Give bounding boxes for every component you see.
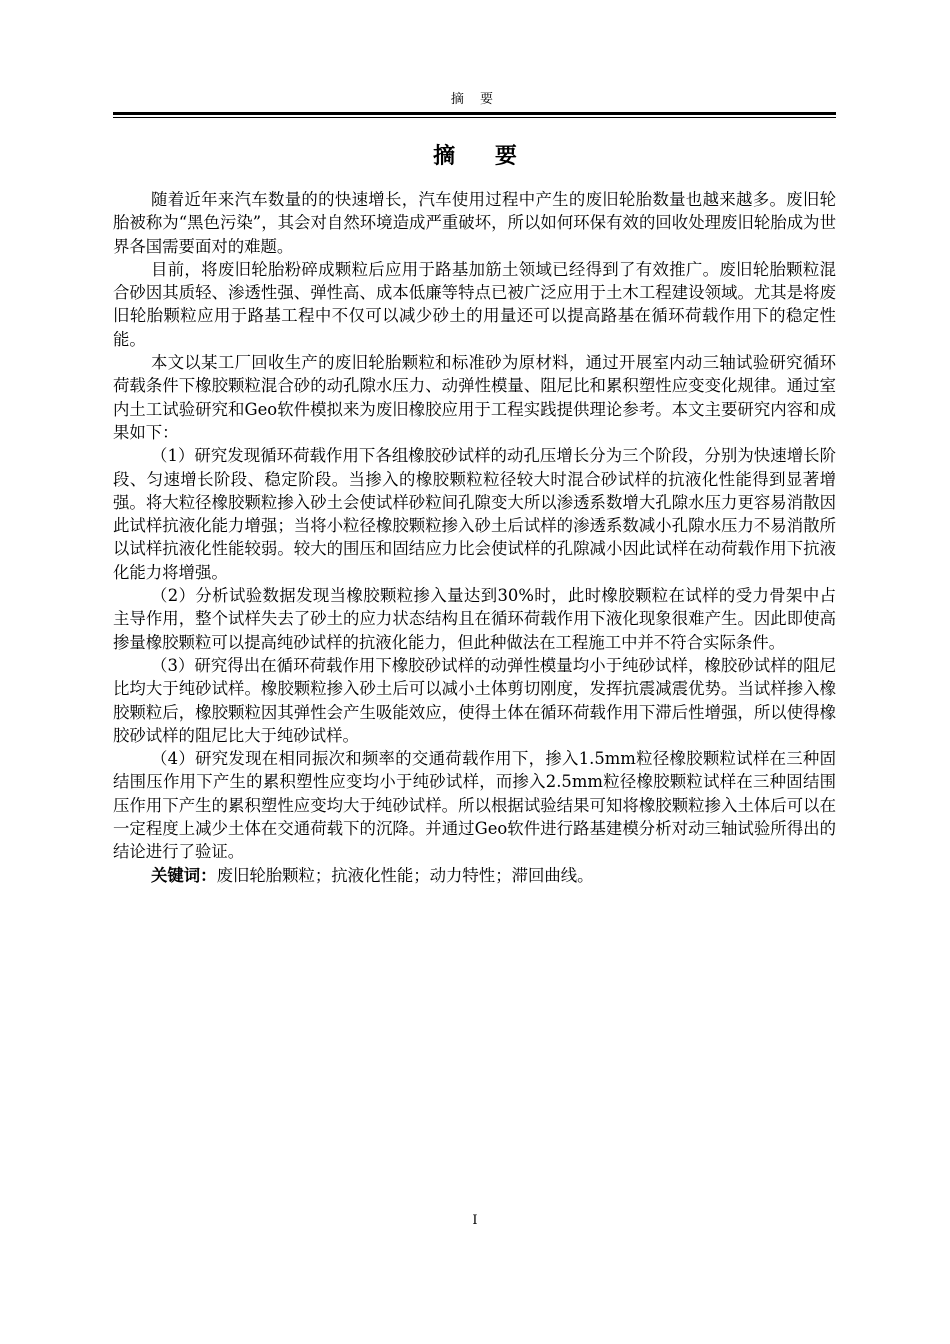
keywords-text: 废旧轮胎颗粒；抗液化性能；动力特性；滞回曲线。 [216, 865, 594, 885]
paragraph: （4）研究发现在相同振次和频率的交通荷载作用下，掺入1.5mm粒径橡胶颗粒试样在三种固结围压作用下产生的累积塑性应变均小于纯砂试样，而掺入2.5mm粒径橡胶颗粒试样在三种固结围压作用下产生的累积塑性应变均大于纯砂试样。所以根据试验结果可知将橡胶颗粒掺入土体后可以在一定程度上减少土体在交通荷载下的沉降。并通过Geo软件进行路基建模分析对动三轴试验所得出的结论进行了验证。 [113, 749, 836, 862]
page-title: 摘 要 [433, 144, 533, 169]
keywords-label: 关键词： [151, 865, 217, 885]
abstract-body [113, 188, 836, 887]
header-rule [113, 112, 836, 115]
page-number: I [472, 1213, 478, 1228]
paragraph: （3）研究得出在循环荷载作用下橡胶砂试样的动弹性模量均小于纯砂试样，橡胶砂试样的阻尼比均大于纯砂试样。橡胶颗粒掺入砂土后可以减小土体剪切刚度，发挥抗震减震优势。当试样掺入橡胶颗粒后，橡胶颗粒因其弹性会产生吸能效应，使得土体在循环荷载作用下滞后性增强，所以使得橡胶砂试样的阻尼比大于纯砂试样。 [113, 655, 836, 745]
header-rule-thin [113, 117, 836, 118]
paragraph: 本文以某工厂回收生产的废旧轮胎颗粒和标准砂为原材料，通过开展室内动三轴试验研究循环荷载条件下橡胶颗粒混合砂的动孔隙水压力、动弹性模量、阻尼比和累积塑性应变变化规律。通过室内土工试验研究和Geo软件模拟来为废旧橡胶应用于工程实践提供理论参考。本文主要研究内容和成果如下： [113, 353, 836, 442]
keywords-line [113, 864, 836, 887]
paragraph: （2）分析试验数据发现当橡胶颗粒掺入量达到30%时，此时橡胶颗粒在试样的受力骨架中占主导作用，整个试样失去了砂土的应力状态结构且在循环荷载作用下液化现象很难产生。因此即使高掺量橡胶颗粒可以提高纯砂试样的抗液化能力，但此种做法在工程施工中并不符合实际条件。 [113, 586, 836, 652]
paragraph: 目前，将废旧轮胎粉碎成颗粒后应用于路基加筋土领域已经得到了有效推广。废旧轮胎颗粒混合砂因其质轻、渗透性强、弹性高、成本低廉等特点已被广泛应用于土木工程建设领域。尤其是将废旧轮胎颗粒应用于路基工程中不仅可以减少砂土的用量还可以提高路基在循环荷载作用下的稳定性能。 [113, 259, 836, 349]
paragraph: （1）研究发现循环荷载作用下各组橡胶砂试样的动孔压增长分为三个阶段，分别为快速增长阶段、匀速增长阶段、稳定阶段。当掺入的橡胶颗粒粒径较大时混合砂试样的抗液化性能得到显著增强。将大粒径橡胶颗粒掺入砂土会使试样砂粒间孔隙变大所以渗透系数增大孔隙水压力更容易消散因此试样抗液化能力增强；当将小粒径橡胶颗粒掺入砂土后试样的渗透系数减小孔隙水压力不易消散所以试样抗液化性能较弱。较大的围压和固结应力比会使试样的孔隙减小因此试样在动荷载作用下抗液化能力将增强。 [113, 446, 836, 582]
paragraph: 随着近年来汽车数量的的快速增长，汽车使用过程中产生的废旧轮胎数量也越来越多。废旧轮胎被称为“黑色污染”，其会对自然环境造成严重破坏，所以如何环保有效的回收处理废旧轮胎成为世界各国需要面对的难题。 [113, 190, 836, 256]
running-header: 摘 要 [450, 92, 500, 107]
